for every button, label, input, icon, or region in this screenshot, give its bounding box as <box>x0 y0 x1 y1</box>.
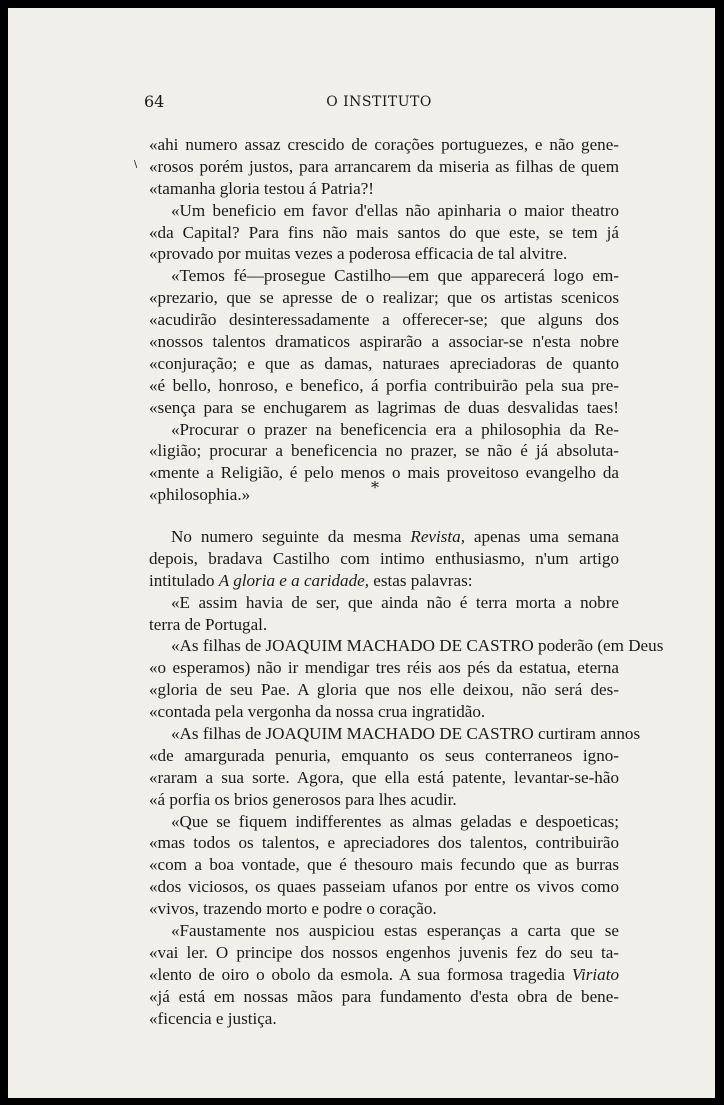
text-line: «Faustamente nos auspiciou estas esperanças a carta que se <box>171 921 619 941</box>
text-line: «vai ler. O principe dos nossos engenhos juvenis fez do seu ta- <box>149 942 619 962</box>
text-line: «vivos, trazendo morto e podre o coração. <box>149 899 437 919</box>
text-line: «o esperamos) não ir mendigar tres réis aos pés da estatua, eterna <box>149 658 619 678</box>
text-span: intitulado <box>149 570 219 590</box>
text-line: «gloria de seu Pae. A gloria que nos elle deixou, não será des- <box>149 680 619 700</box>
italic-span: Revista, <box>410 527 465 546</box>
text-line: «provado por muitas vezes a poderosa efficacia de tal alvitre. <box>149 244 568 264</box>
text-span: estas palavras: <box>369 570 473 590</box>
text-line: «ficencia e justiça. <box>149 1008 277 1028</box>
text-line: «prezario, que se apresse de o realizar; que os artistas scenicos <box>149 288 619 308</box>
text-line: «Um beneficio em favor d'ellas não apinharia o maior theatro <box>171 200 619 220</box>
italic-span: A gloria e a caridade, <box>218 570 369 590</box>
text-line: terra de Portugal. <box>149 614 268 634</box>
text-line: «nossos talentos dramaticos aspirarão a associar-se n'esta nobre <box>149 332 619 352</box>
text-line: «dos viciosos, os quaes passeiam ufanos por entre os vivos como <box>149 877 619 897</box>
text-line: «acudirão desinteressadamente a offerecer-se; que alguns dos <box>149 310 619 330</box>
quoted-passage <box>149 134 619 506</box>
text-line: «mente a Religião, é pelo menos o mais proveitoso evangelho da <box>149 463 619 483</box>
text-line: «contada pela vergonha da nossa crua ingratidão. <box>149 702 486 722</box>
text-line: «rosos porém justos, para arrancarem da miseria as filhas de quem <box>149 156 619 176</box>
page-number: 64 <box>144 92 165 111</box>
margin-mark: ∖ <box>132 160 139 171</box>
text-span: No numero seguinte da mesma <box>171 527 411 546</box>
text-line: «ahi numero assaz crescido de corações portuguezes, e não gene- <box>149 135 619 154</box>
text-line: «já está em nossas mãos para fundamento d'esta obra de bene- <box>149 986 619 1006</box>
text-line: «tamanha gloria testou á Patria?! <box>149 178 374 198</box>
text-line: «com a boa vontade, que é thesouro mais fecundo que as burras <box>149 855 619 875</box>
italic-span: Viriato <box>571 964 619 984</box>
text-line: «philosophia.» <box>149 485 251 505</box>
running-title: O INSTITUTO <box>326 94 432 110</box>
text-line <box>149 526 619 548</box>
second-passage <box>149 526 664 1029</box>
text-line: «da Capital? Para fins não mais santos do que este, se tem já <box>149 222 619 242</box>
text-line: «Temos fé—prosegue Castilho—em que apparecerá logo em- <box>171 266 619 286</box>
text-span: apenas uma semana <box>464 527 620 546</box>
text-line: «de amargurada penuria, emquanto os seus conterraneos igno- <box>149 745 619 765</box>
text-line: «ligião; procurar a beneficencia no prazer, se não é já absoluta- <box>149 441 619 461</box>
text-line: «conjuração; e que as damas, naturaes apreciadoras de quanto <box>149 353 619 373</box>
text-line: «á porfia os brios generosos para lhes acudir. <box>149 789 457 809</box>
text-line: «Que se fiquem indifferentes as almas geladas e despoeticas; <box>171 811 619 831</box>
text-line: «raram a sua sorte. Agora, que ella está patente, levantar-se-hão <box>149 767 619 787</box>
text-line: «mas todos os talentos, e apreciadores dos talentos, contribuirão <box>149 833 619 853</box>
text-line: «sença para se enchugarem as lagrimas de duas desvalidas taes! <box>149 397 619 417</box>
text-line: «As filhas de JOAQUIM MACHADO DE CASTRO poderão (em Deus <box>171 636 664 656</box>
text-line <box>149 964 619 986</box>
section-separator: * <box>371 478 379 497</box>
text-line: «As filhas de JOAQUIM MACHADO DE CASTRO curtiram annos <box>171 724 641 744</box>
text-line: «E assim havia de ser, que ainda não é terra morta a nobre <box>171 592 619 612</box>
text-line: depois, bradava Castilho com intimo enthusiasmo, n'um artigo <box>149 548 619 568</box>
text-line: «Procurar o prazer na beneficencia era a philosophia da Re- <box>171 419 619 439</box>
text-line <box>149 570 619 592</box>
book-page <box>8 8 715 1098</box>
text-span: «lento de oiro o obolo da esmola. A sua formosa tragedia <box>149 964 572 984</box>
text-line: «é bello, honroso, e benefico, á porfia contribuirão pela sua pre- <box>149 375 619 395</box>
